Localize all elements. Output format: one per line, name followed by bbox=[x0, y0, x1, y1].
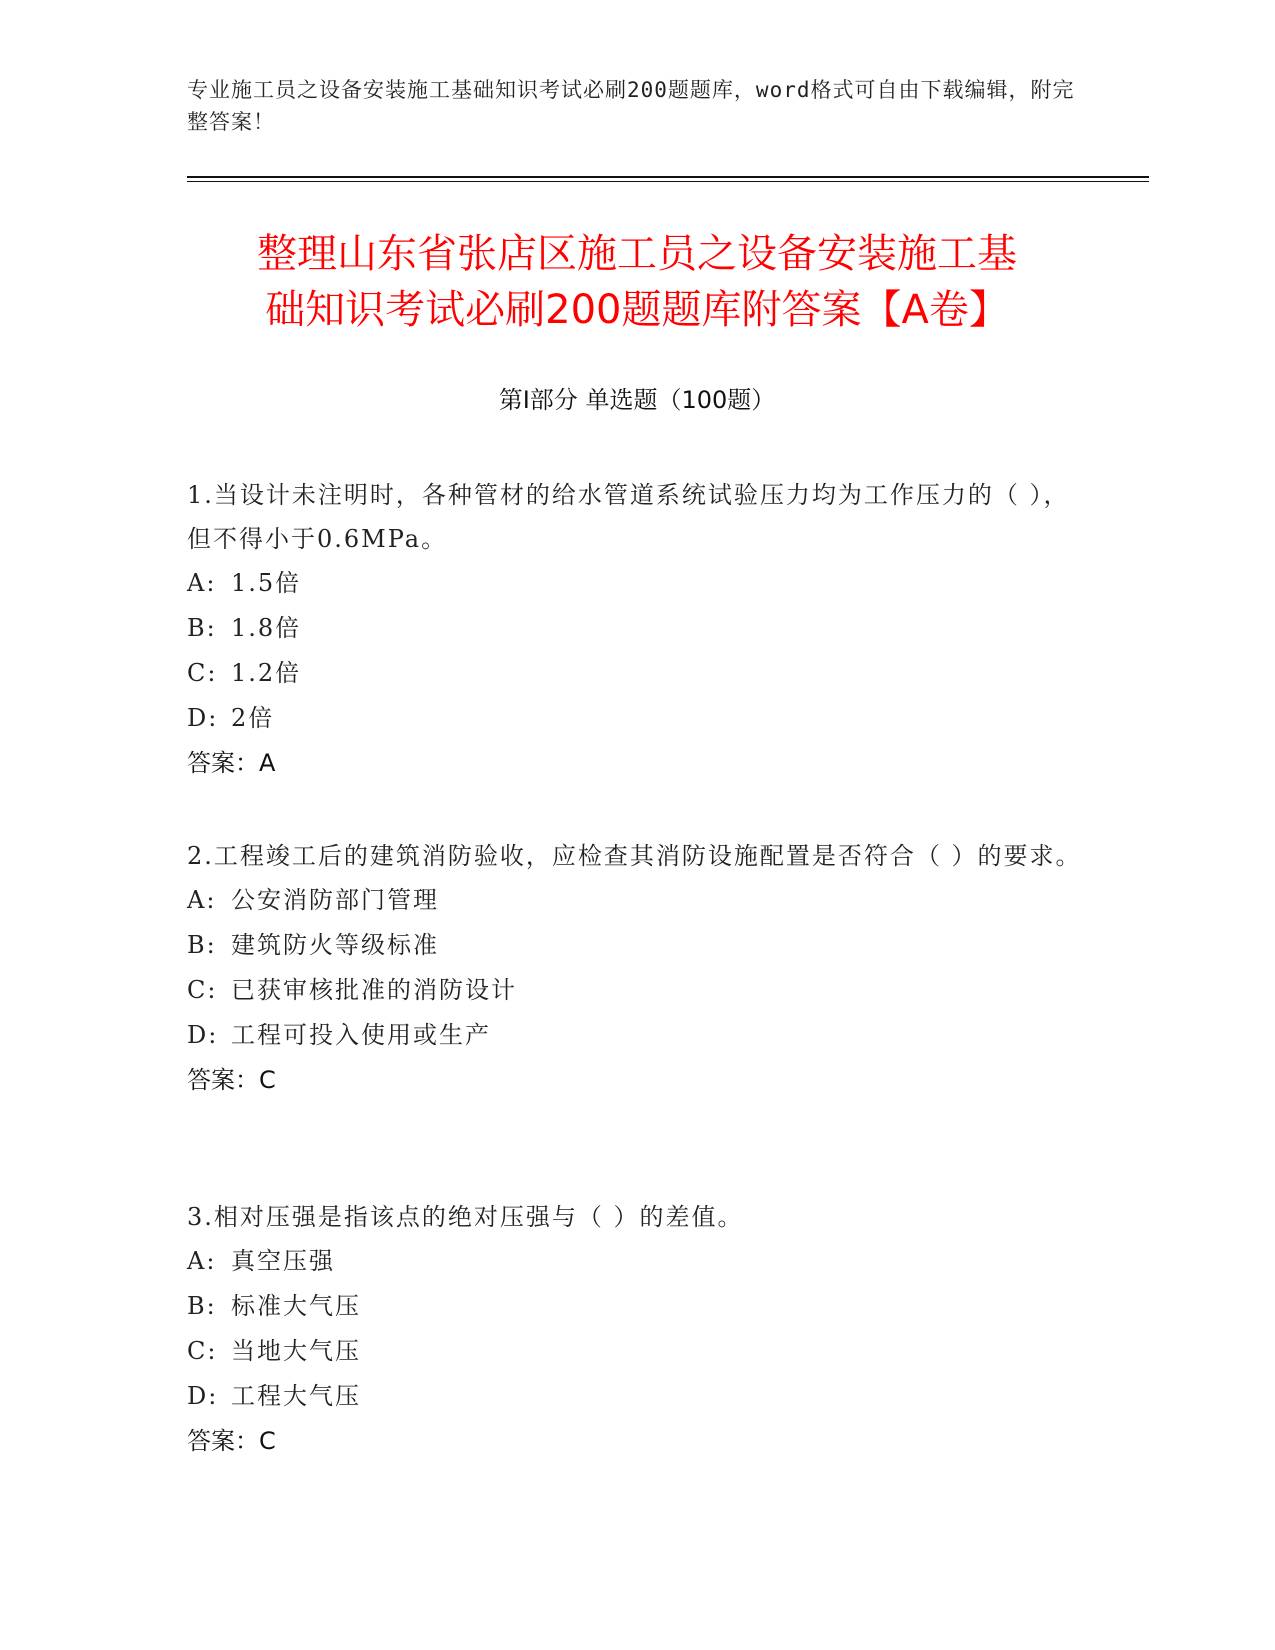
option-a bbox=[187, 1239, 1087, 1284]
option-c bbox=[187, 968, 1087, 1013]
option-text: 工程大气压 bbox=[231, 1382, 361, 1410]
option-text: 真空压强 bbox=[231, 1247, 335, 1275]
header-note: 专业施工员之设备安装施工基础知识考试必刷200题题库，word格式可自由下载编辑，附完整答案！ bbox=[187, 78, 1075, 134]
option-letter: C: bbox=[187, 659, 218, 687]
option-letter: D: bbox=[187, 1382, 219, 1410]
option-text: 公安消防部门管理 bbox=[231, 886, 439, 914]
answer-line: 答案：C bbox=[187, 1066, 276, 1094]
question-block bbox=[187, 473, 1087, 786]
question-stem: 2.工程竣工后的建筑消防验收，应检查其消防设施配置是否符合（ ）的要求。 bbox=[187, 842, 1082, 870]
option-b bbox=[187, 606, 1087, 651]
question-block bbox=[187, 834, 1087, 1103]
option-text: 标准大气压 bbox=[231, 1292, 361, 1320]
option-d bbox=[187, 1374, 1087, 1419]
option-d bbox=[187, 1013, 1087, 1058]
option-c bbox=[187, 1329, 1087, 1374]
option-text: 当地大气压 bbox=[231, 1337, 361, 1365]
option-letter: C: bbox=[187, 1337, 218, 1365]
document-title bbox=[187, 226, 1087, 338]
option-d bbox=[187, 696, 1087, 741]
option-b bbox=[187, 923, 1087, 968]
document-title-line-2: 础知识考试必刷200题题库附答案【A卷】 bbox=[265, 287, 1009, 333]
option-a bbox=[187, 878, 1087, 923]
document-title-line-1: 整理山东省张店区施工员之设备安装施工基 bbox=[257, 231, 1017, 277]
answer-line: 答案：A bbox=[187, 749, 276, 777]
option-letter: B: bbox=[187, 614, 217, 642]
question-stem: 3.相对压强是指该点的绝对压强与（ ）的差值。 bbox=[187, 1203, 744, 1231]
option-text: 1.5倍 bbox=[231, 569, 302, 597]
option-text: 1.2倍 bbox=[231, 659, 302, 687]
option-letter: A: bbox=[187, 886, 217, 914]
answer-line: 答案：C bbox=[187, 1427, 276, 1455]
option-letter: B: bbox=[187, 931, 217, 959]
option-letter: D: bbox=[187, 1021, 219, 1049]
option-c bbox=[187, 651, 1087, 696]
header-divider-thick bbox=[187, 176, 1149, 178]
option-text: 已获审核批准的消防设计 bbox=[231, 976, 517, 1004]
option-letter: C: bbox=[187, 976, 218, 1004]
section-title: 第Ⅰ部分 单选题（100题） bbox=[498, 386, 776, 414]
header-divider-thin bbox=[187, 181, 1149, 182]
option-text: 工程可投入使用或生产 bbox=[231, 1021, 491, 1049]
option-letter: B: bbox=[187, 1292, 217, 1320]
option-text: 1.8倍 bbox=[231, 614, 302, 642]
question-block bbox=[187, 1195, 1087, 1464]
option-letter: A: bbox=[187, 1247, 217, 1275]
question-stem: 1.当设计未注明时，各种管材的给水管道系统试验压力均为工作压力的（ ），但不得小于0.6MPa。 bbox=[187, 481, 1070, 553]
option-a bbox=[187, 561, 1087, 606]
option-text: 建筑防火等级标准 bbox=[231, 931, 439, 959]
option-text: 2倍 bbox=[231, 704, 275, 732]
option-letter: A: bbox=[187, 569, 217, 597]
option-letter: D: bbox=[187, 704, 219, 732]
option-b bbox=[187, 1284, 1087, 1329]
